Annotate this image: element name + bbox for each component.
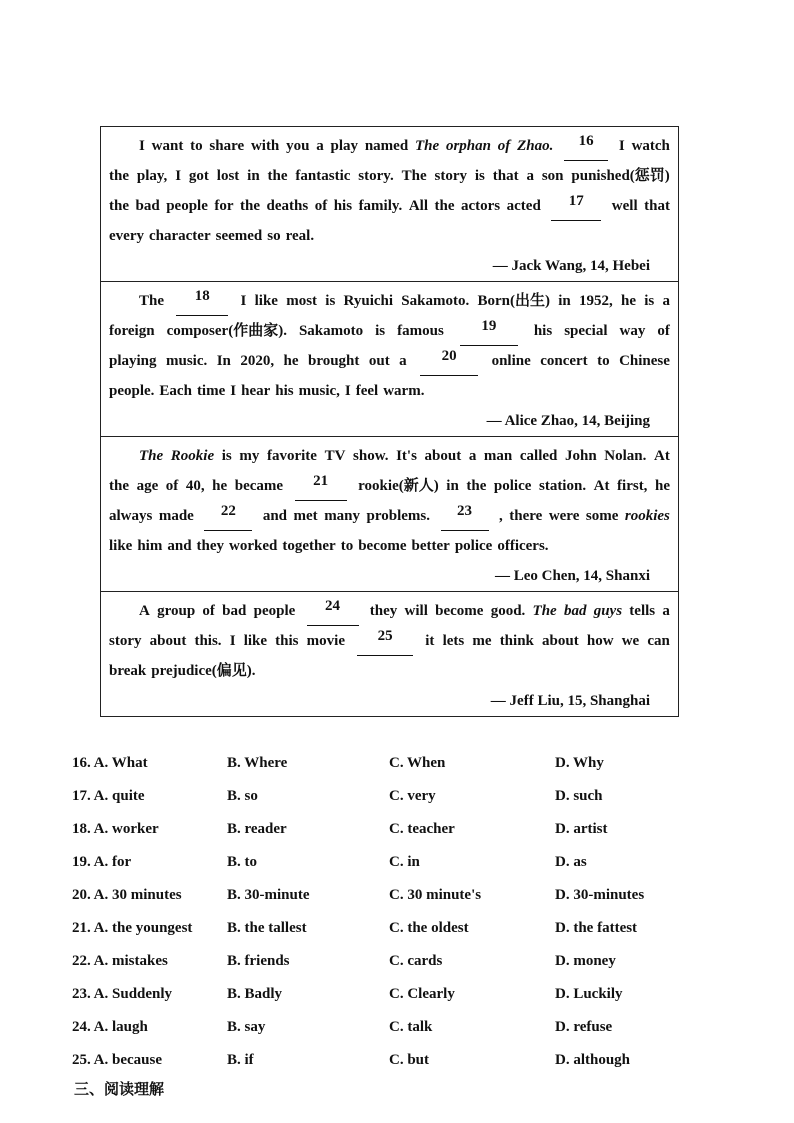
blank-25: 25: [357, 626, 413, 656]
word: in: [247, 168, 260, 184]
word: of: [165, 478, 179, 494]
word: deaths: [266, 198, 309, 214]
word: were: [548, 508, 580, 524]
option-row: [72, 884, 712, 917]
word: movie: [306, 633, 345, 649]
word: Chinese: [619, 353, 670, 369]
word: most: [286, 293, 318, 309]
word: Sakamoto: [298, 323, 364, 339]
option-choice: D. refuse: [555, 1019, 613, 1035]
word: Nolan.: [604, 448, 647, 464]
word: together: [282, 538, 336, 554]
word: for: [214, 198, 234, 214]
passage-line: [109, 376, 670, 406]
word: actors: [460, 198, 501, 214]
word: play: [330, 138, 359, 154]
blank-19: 19: [460, 316, 518, 346]
word: he: [620, 293, 636, 309]
passage: [101, 437, 678, 592]
passage-box: [100, 126, 679, 717]
word: real.: [285, 228, 315, 244]
word: The: [139, 293, 165, 309]
blank-17: 17: [551, 191, 601, 221]
option-choice: B. if: [227, 1052, 254, 1068]
option-choice: D. such: [555, 788, 603, 804]
word: so: [267, 228, 281, 244]
option-choice: C. teacher: [389, 821, 455, 837]
word: is: [375, 323, 386, 339]
word: became: [234, 478, 284, 494]
option-choice: D. as: [555, 854, 587, 870]
word: in: [558, 293, 571, 309]
word: prejudice(偏见).: [151, 663, 256, 679]
word: fantastic: [295, 168, 351, 184]
word: group: [157, 603, 196, 619]
blank-24: 24: [307, 596, 359, 626]
word: him: [137, 538, 163, 554]
word: In: [216, 353, 231, 369]
word: about: [542, 633, 579, 649]
word: It's: [396, 448, 417, 464]
word: this: [275, 633, 299, 649]
option-choice: C. the oldest: [389, 920, 469, 936]
word: lost: [216, 168, 240, 184]
word: is: [221, 448, 232, 464]
word: always: [109, 508, 153, 524]
option-choice: C. but: [389, 1052, 430, 1068]
word: to: [597, 353, 610, 369]
word: a: [399, 353, 407, 369]
word: met: [293, 508, 318, 524]
word: a: [662, 603, 670, 619]
word: this.: [194, 633, 222, 649]
word: they: [369, 603, 398, 619]
word: play,: [136, 168, 168, 184]
passage: [101, 127, 678, 282]
option-choice: B. to: [227, 854, 257, 870]
option-choice: 23. A. Suddenly: [72, 986, 173, 1002]
option-row: [72, 752, 712, 785]
word: police: [493, 478, 532, 494]
signature: — Leo Chen, 14, Shanxi: [494, 568, 650, 584]
option-choice: 17. A. quite: [72, 788, 145, 804]
word: will: [404, 603, 428, 619]
word: that: [644, 198, 670, 214]
word: is: [474, 168, 485, 184]
option-choice: 16. A. What: [72, 755, 148, 771]
option-choice: 19. A. for: [72, 854, 132, 870]
option-choice: D. the fattest: [555, 920, 638, 936]
word: story: [109, 633, 142, 649]
word: story: [434, 168, 467, 184]
word: music,: [298, 383, 340, 399]
option-row: [72, 1049, 712, 1082]
word: time: [196, 383, 226, 399]
passage-line: [109, 286, 670, 316]
option-choice: 25. A. because: [72, 1052, 162, 1068]
word: a: [468, 448, 477, 464]
option-choice: B. Badly: [227, 986, 283, 1002]
word: special: [564, 323, 608, 339]
word: his: [333, 198, 353, 214]
option-choice: C. very: [389, 788, 436, 804]
word: composer(作曲家).: [166, 323, 287, 339]
word: a: [526, 168, 534, 184]
word: there: [509, 508, 543, 524]
word: Born(出生): [477, 293, 550, 309]
word: and: [167, 538, 192, 554]
blank-20: 20: [420, 346, 478, 376]
passage-line: [109, 441, 670, 471]
word: he: [283, 353, 299, 369]
section-heading: 三、阅读理解: [74, 1082, 165, 1098]
word: the: [466, 478, 487, 494]
word: every: [109, 228, 144, 244]
word: to: [340, 538, 354, 554]
signature: — Alice Zhao, 14, Beijing: [486, 413, 650, 429]
word: police: [454, 538, 493, 554]
passage-line: [109, 221, 670, 251]
word: many: [324, 508, 361, 524]
word: of: [657, 323, 670, 339]
word: that: [492, 168, 519, 184]
option-row: [72, 917, 712, 950]
word: the: [109, 168, 129, 184]
word: playing: [109, 353, 157, 369]
word: officers.: [497, 538, 549, 554]
word: share: [209, 138, 245, 154]
word: is: [644, 293, 655, 309]
passage-line: [109, 656, 670, 686]
word: a: [316, 138, 324, 154]
word: I: [175, 168, 182, 184]
option-choice: C. talk: [389, 1019, 433, 1035]
italic-title-word: guys: [593, 603, 623, 619]
word: problems.: [366, 508, 431, 524]
option-row: [72, 851, 712, 884]
word: TV: [324, 448, 346, 464]
word: they: [196, 538, 225, 554]
word: favorite: [266, 448, 317, 464]
option-choice: C. When: [389, 755, 446, 771]
option-row: [72, 983, 712, 1016]
word: you: [286, 138, 310, 154]
passage-line: [109, 596, 670, 626]
word: we: [621, 633, 640, 649]
option-row: [72, 818, 712, 851]
blank-21: 21: [295, 471, 347, 501]
word: want: [151, 138, 184, 154]
option-choice: C. 30 minute's: [389, 887, 482, 903]
word: got: [188, 168, 209, 184]
word: son: [541, 168, 564, 184]
option-row: [72, 1016, 712, 1049]
word: like: [109, 538, 133, 554]
word: All: [408, 198, 428, 214]
italic-title-word: The: [532, 603, 557, 619]
word: a: [662, 293, 670, 309]
word: out: [368, 353, 390, 369]
word: bad: [222, 603, 247, 619]
word: watch: [631, 138, 670, 154]
option-choice: 21. A. the youngest: [72, 920, 193, 936]
word: to: [190, 138, 203, 154]
passage-line: [109, 531, 670, 561]
word: tells: [629, 603, 656, 619]
word: his: [275, 383, 294, 399]
word: acted: [506, 198, 541, 214]
blank-16: 16: [564, 131, 608, 161]
blank-23: 23: [441, 501, 489, 531]
word: become: [435, 603, 484, 619]
option-choice: D. Luckily: [555, 986, 623, 1002]
option-choice: D. although: [555, 1052, 631, 1068]
word: I: [139, 138, 145, 154]
word: 2020,: [240, 353, 275, 369]
word: hear: [241, 383, 271, 399]
option-choice: B. reader: [227, 821, 287, 837]
passage-line: [109, 471, 670, 501]
option-choice: B. 30-minute: [227, 887, 310, 903]
italic-title-word: of: [497, 138, 511, 154]
italic-title-word: bad: [563, 603, 587, 619]
word: is: [325, 293, 336, 309]
word: way: [619, 323, 646, 339]
word: it: [425, 633, 435, 649]
word: break: [109, 663, 147, 679]
word: the: [434, 198, 455, 214]
word: foreign: [109, 323, 155, 339]
word: I: [618, 138, 625, 154]
passage-line: [109, 191, 670, 221]
word: bad: [135, 198, 160, 214]
passage-line: [109, 346, 670, 376]
option-row: [72, 785, 712, 818]
word: Each: [159, 383, 192, 399]
passage-line: [109, 501, 670, 531]
word: lets: [442, 633, 465, 649]
word: I: [240, 293, 247, 309]
option-choice: D. Why: [555, 755, 604, 771]
word: he: [212, 478, 228, 494]
word: well: [611, 198, 638, 214]
word: some: [585, 508, 619, 524]
italic-title-word: Zhao.: [517, 138, 554, 154]
word: At: [593, 478, 610, 494]
italic-title-word: Rookie: [170, 448, 215, 464]
word: feel: [355, 383, 379, 399]
word: warm.: [383, 383, 425, 399]
word: 40,: [185, 478, 205, 494]
option-choice: B. friends: [227, 953, 290, 969]
word: the: [109, 478, 129, 494]
word: can: [647, 633, 670, 649]
option-choice: D. 30-minutes: [555, 887, 645, 903]
passage-line: [109, 316, 670, 346]
word: the: [267, 168, 288, 184]
option-choice: B. Where: [227, 755, 288, 771]
word: my: [239, 448, 260, 464]
option-choice: B. say: [227, 1019, 266, 1035]
option-choice: 24. A. laugh: [72, 1019, 148, 1035]
word: like: [254, 293, 278, 309]
blank-18: 18: [176, 286, 228, 316]
word: Ryuichi: [343, 293, 394, 309]
word: music.: [165, 353, 208, 369]
word: At: [653, 448, 670, 464]
italic-title-word: orphan: [445, 138, 491, 154]
passage: [101, 592, 678, 716]
italic-title-word: rookies: [624, 508, 670, 524]
word: become: [358, 538, 407, 554]
word: I: [229, 633, 236, 649]
word: John: [564, 448, 597, 464]
word: worked: [229, 538, 278, 554]
word: the: [240, 198, 261, 214]
option-choice: D. artist: [555, 821, 608, 837]
word: and: [262, 508, 288, 524]
option-choice: 22. A. mistakes: [72, 953, 168, 969]
word: called: [519, 448, 558, 464]
word: concert: [540, 353, 588, 369]
word: he: [655, 478, 670, 494]
word: about: [149, 633, 187, 649]
word: brought: [307, 353, 360, 369]
word: in: [446, 478, 459, 494]
option-choice: C. in: [389, 854, 420, 870]
passage-line: [109, 626, 670, 656]
word: man: [483, 448, 513, 464]
italic-title-word: The: [414, 138, 440, 154]
signature: — Jeff Liu, 15, Shanghai: [490, 693, 650, 709]
word: named: [364, 138, 409, 154]
word: how: [586, 633, 614, 649]
passage-line: [109, 161, 670, 191]
italic-title-word: The: [139, 448, 164, 464]
word: I: [344, 383, 351, 399]
option-row: [72, 950, 712, 983]
word: first,: [617, 478, 648, 494]
word: like: [243, 633, 268, 649]
word: of: [314, 198, 328, 214]
blank-22: 22: [204, 501, 252, 531]
word: the: [109, 198, 129, 214]
signature: — Jack Wang, 14, Hebei: [492, 258, 650, 274]
word: of: [202, 603, 215, 619]
word: people: [166, 198, 208, 214]
word: people.: [109, 383, 155, 399]
word: online: [491, 353, 531, 369]
word: seemed: [215, 228, 263, 244]
word: station.: [538, 478, 587, 494]
word: me: [472, 633, 492, 649]
word: I: [230, 383, 237, 399]
option-choice: B. so: [227, 788, 258, 804]
option-choice: 20. A. 30 minutes: [72, 887, 182, 903]
word: rookie(新人): [358, 478, 439, 494]
word: punished(惩罚): [571, 168, 670, 184]
word: made: [158, 508, 194, 524]
word: good.: [490, 603, 526, 619]
option-choice: C. cards: [389, 953, 443, 969]
word: think: [499, 633, 534, 649]
word: his: [533, 323, 553, 339]
word: family.: [358, 198, 403, 214]
word: about: [424, 448, 462, 464]
word: The: [401, 168, 427, 184]
word: story.: [358, 168, 394, 184]
word: character: [148, 228, 211, 244]
word: show.: [353, 448, 389, 464]
word: with: [250, 138, 280, 154]
word: 1952,: [578, 293, 613, 309]
options-list: [72, 752, 712, 1082]
option-choice: C. Clearly: [389, 986, 455, 1002]
option-choice: D. money: [555, 953, 616, 969]
word: people: [253, 603, 296, 619]
passage: [101, 282, 678, 437]
word: Sakamoto.: [401, 293, 470, 309]
word: famous: [397, 323, 444, 339]
word: better: [411, 538, 450, 554]
word: ,: [499, 508, 503, 524]
word: age: [136, 478, 159, 494]
option-choice: 18. A. worker: [72, 821, 159, 837]
word: A: [139, 603, 150, 619]
passage-line: [109, 131, 670, 161]
option-choice: B. the tallest: [227, 920, 307, 936]
